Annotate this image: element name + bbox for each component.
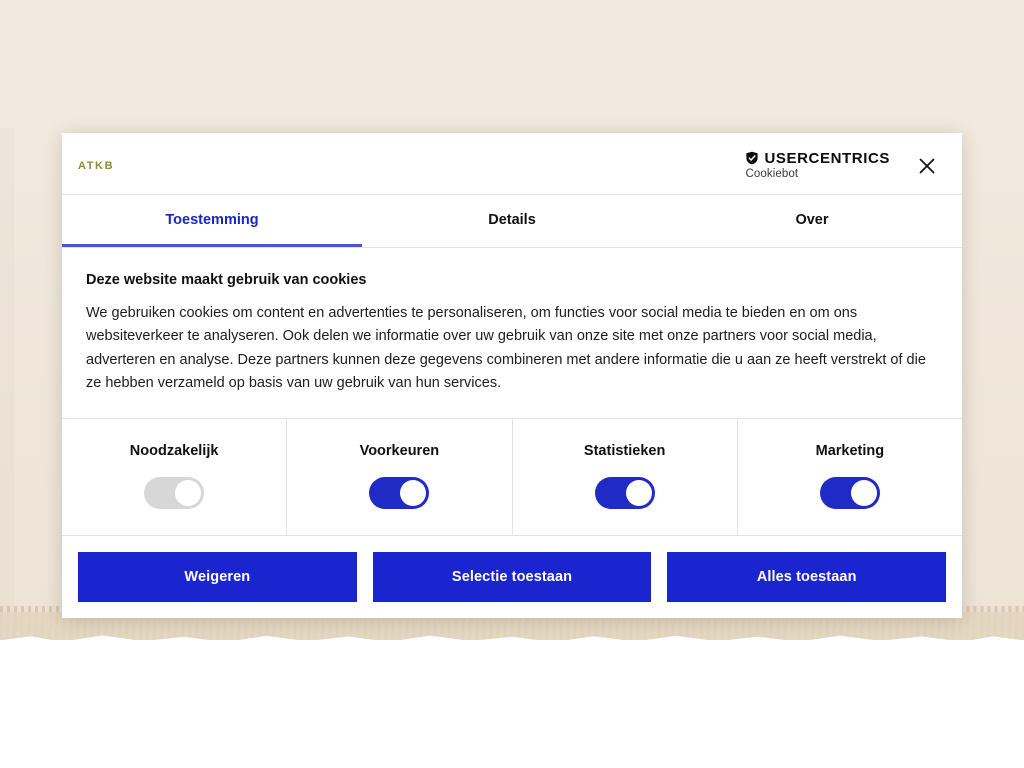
cookie-consent-dialog — [62, 133, 962, 618]
toggle-noodzakelijk — [144, 477, 204, 509]
page-top-band — [0, 0, 1024, 128]
category-label: Voorkeuren — [359, 442, 440, 459]
dialog-description: We gebruiken cookies om content en advertenties te personaliseren, om functies voor social media te bieden en om ons websiteverkeer te analyseren. Ook delen we informatie over uw gebruik van onze site met onze partners voor social media, adverteren en analyse. Deze partners kunnen deze gegevens combineren met andere informatie die u aan ze heeft verstrekt of die ze hebben verzameld op basis van uw gebruik van hun services. — [86, 305, 926, 392]
category-marketing — [738, 419, 962, 535]
allow-selection-button[interactable]: Selectie toestaan — [373, 552, 652, 602]
category-noodzakelijk — [62, 419, 287, 535]
toggle-voorkeuren[interactable] — [369, 477, 429, 509]
dialog-actions — [62, 536, 962, 618]
toggle-statistieken[interactable] — [595, 477, 655, 509]
usercentrics-product: Cookiebot — [745, 168, 799, 181]
consent-categories — [62, 419, 962, 536]
category-label: Marketing — [815, 442, 885, 459]
allow-all-button[interactable]: Alles toestaan — [667, 552, 946, 602]
usercentrics-branding — [745, 151, 890, 181]
category-statistieken — [513, 419, 738, 535]
tab-details[interactable]: Details — [362, 195, 662, 247]
toggle-knob — [400, 480, 426, 506]
page-left-edge — [0, 128, 14, 640]
dialog-header — [62, 133, 962, 194]
toggle-knob — [175, 480, 201, 506]
toggle-knob — [626, 480, 652, 506]
usercentrics-wordmark-row — [745, 151, 890, 167]
category-label: Statistieken — [583, 442, 666, 459]
shield-check-icon — [745, 151, 759, 165]
page-bottom-section — [0, 640, 1024, 768]
category-label: Noodzakelijk — [129, 442, 219, 459]
toggle-marketing[interactable] — [820, 477, 880, 509]
header-right-group — [745, 151, 940, 181]
tab-toestemming[interactable]: Toestemming — [62, 195, 362, 247]
deny-button[interactable]: Weigeren — [78, 552, 357, 602]
site-logo: ATKB — [78, 159, 115, 172]
category-voorkeuren — [287, 419, 512, 535]
usercentrics-name: USERCENTRICS — [764, 149, 890, 167]
dialog-tabs — [62, 194, 962, 248]
dialog-title: Deze website maakt gebruik van cookies — [86, 272, 367, 288]
close-icon[interactable] — [914, 153, 940, 179]
toggle-knob — [851, 480, 877, 506]
tab-over[interactable]: Over — [662, 195, 962, 247]
dialog-body — [62, 248, 962, 419]
